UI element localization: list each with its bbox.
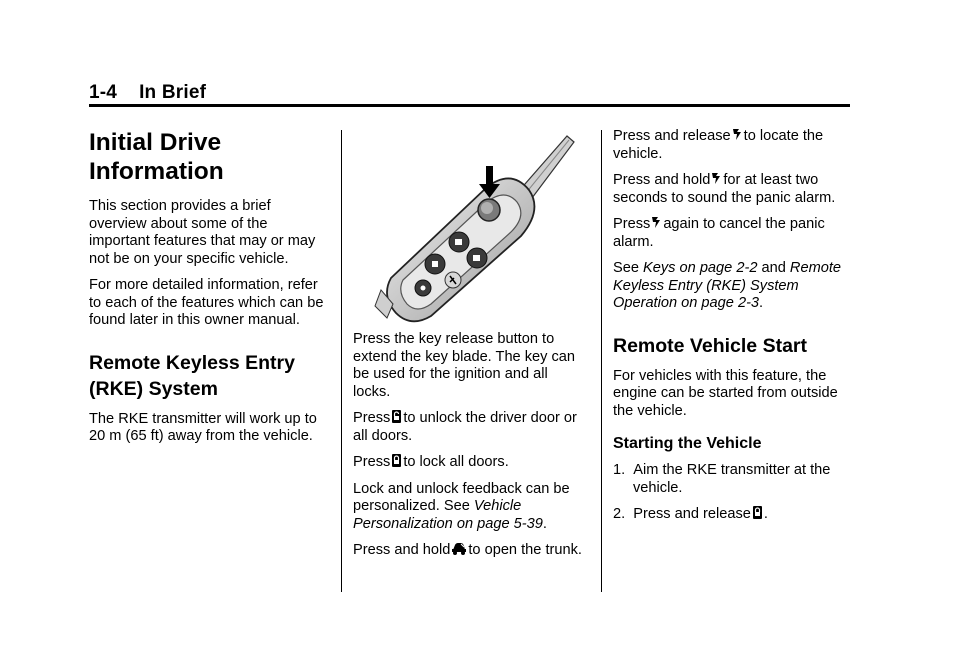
remote-start-heading: Remote Vehicle Start <box>613 334 807 357</box>
trunk-paragraph: Press and hold to open the trunk. <box>353 542 582 558</box>
rke-heading: Remote Keyless Entry (RKE) System <box>89 351 295 400</box>
lock-icon <box>753 506 762 519</box>
starting-vehicle-heading: Starting the Vehicle <box>613 435 762 452</box>
page-header <box>89 82 206 104</box>
vehicle-personalization-link[interactable]: Vehicle Personalization on page 5-39 <box>353 498 543 532</box>
panic-icon <box>652 216 661 229</box>
list-item: 2. Press and release . <box>613 506 768 522</box>
key-release-button <box>478 199 500 221</box>
unlock-icon <box>392 410 401 423</box>
see-also-paragraph: See Keys on page 2-2 and Remote Keyless Entry (RKE) System Operation on page 2-3. <box>613 260 842 311</box>
page-number: 1-4 <box>89 82 118 103</box>
starting-steps-list <box>613 462 853 524</box>
key-fob-illustration <box>371 128 579 323</box>
column-2 <box>353 128 589 569</box>
page-title: Initial Drive Information <box>89 129 224 185</box>
feedback-paragraph: Lock and unlock feedback can be personalized. See Vehicle Personalization on page 5-39. <box>353 480 570 532</box>
column-divider-1 <box>341 130 342 592</box>
cancel-panic-paragraph: Press again to cancel the panic alarm. <box>613 216 825 250</box>
detail-paragraph: For more detailed information, refer to each of the features which can be found later in this owner manual. <box>89 277 324 328</box>
panic-paragraph: Press and hold for at least two seconds to sound the panic alarm. <box>613 172 836 206</box>
lock-icon <box>392 454 401 467</box>
panic-icon <box>733 128 742 141</box>
unlock-paragraph: Press to unlock the driver door or all doors. <box>353 410 577 444</box>
header-rule <box>89 104 850 107</box>
lock-paragraph: Press to lock all doors. <box>353 454 509 470</box>
list-item: 1. Aim the RKE transmitter at the vehicle. <box>613 462 831 496</box>
column-3 <box>613 128 853 533</box>
rke-operation-link[interactable]: Remote Keyless Entry (RKE) System Operation on page 2-3 <box>613 260 842 311</box>
panic-icon <box>712 172 721 185</box>
section-title: In Brief <box>139 82 207 103</box>
column-divider-2 <box>601 130 602 592</box>
remote-start-paragraph: For vehicles with this feature, the engine can be started from outside the vehicle. <box>613 367 838 419</box>
keys-link[interactable]: Keys on page 2-2 <box>643 260 758 276</box>
intro-paragraph: This section provides a brief overview about some of the important features that may or may not be on your specific vehicle. <box>89 198 316 267</box>
locate-paragraph: Press and release to locate the vehicle. <box>613 128 824 162</box>
trunk-icon <box>452 542 466 555</box>
column-1 <box>89 128 327 455</box>
key-release-paragraph: Press the key release button to extend the key blade. The key can be used for the ignition and all locks. <box>353 331 576 400</box>
rke-range-paragraph: The RKE transmitter will work up to 20 m (65 ft) away from the vehicle. <box>89 410 317 444</box>
